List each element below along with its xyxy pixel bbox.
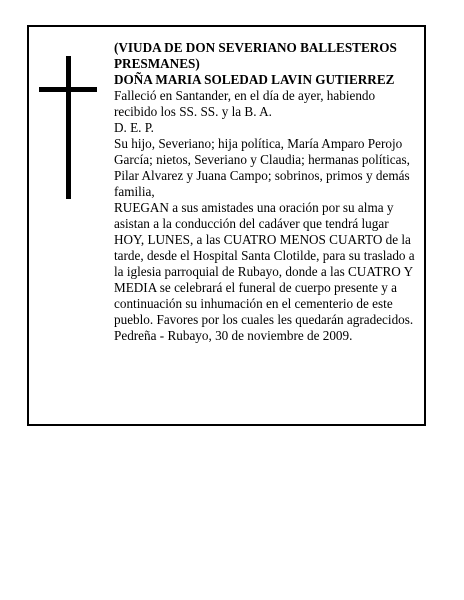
obituary-notice	[27, 25, 426, 426]
family-list: Su hijo, Severiano; hija política, María Amparo Perojo García; nietos, Severiano y Claudia; hermanas políticas, Pilar Alvarez y Juana Campo; sobrinos, primos y demás familia,	[114, 136, 410, 199]
death-info: Falleció en Santander, en el día de ayer, habiendo recibido los SS. SS. y la B. A.	[114, 88, 376, 119]
rip-line: D. E. P.	[114, 120, 154, 135]
widow-heading: (VIUDA DE DON SEVERIANO BALLESTEROS PRESMANES)	[114, 40, 397, 71]
cross-icon	[39, 56, 97, 199]
deceased-name: DOÑA MARIA SOLEDAD LAVIN GUTIERREZ	[114, 72, 395, 87]
notice-text	[114, 40, 419, 344]
cross-horizontal-bar	[39, 87, 97, 92]
place-date: Pedreña - Rubayo, 30 de noviembre de 2009.	[114, 328, 353, 343]
cross-vertical-bar	[66, 56, 71, 199]
funeral-request: RUEGAN a sus amistades una oración por su alma y asistan a la conducción del cadáver que tendrá lugar HOY, LUNES, a las CUATRO MENOS CUARTO de la tarde, desde el Hospital Santa Clotilde, para su traslado a la iglesia parroquial de Rubayo, donde a las CUATRO Y MEDIA se celebrará el funeral de cuerpo presente y a continuación su inhumación en el cementerio de este pueblo. Favores por los cuales les quedarán agradecidos.	[114, 200, 415, 327]
